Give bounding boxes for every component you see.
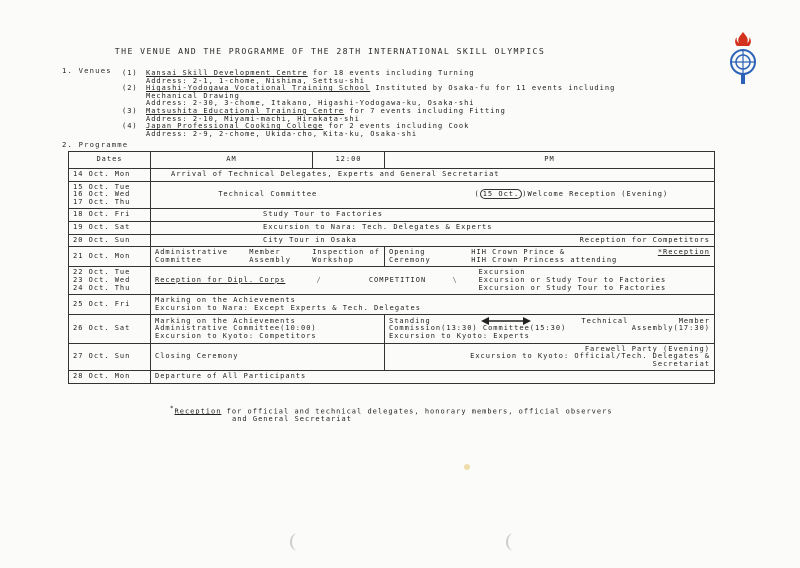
venues-list — [122, 70, 682, 138]
slash-icon: \ — [452, 275, 458, 284]
event-cell-pm — [313, 267, 715, 295]
event-cell-am: Marking on the Achievements Administrative Committee(10:00) Excursion to Kyoto: Competitors — [151, 315, 385, 343]
circled-date: 15 Oct. — [480, 189, 523, 199]
table-row — [69, 295, 715, 315]
venue-name: Higashi-Yodogawa Vocational Training School — [146, 84, 371, 93]
venue-description: for 7 events including Fitting — [344, 106, 506, 115]
programme-label: 2. Programme — [62, 140, 129, 149]
venue-description: Instituted by Osaka-fu for 11 events including — [370, 84, 616, 93]
table-row — [69, 315, 715, 343]
event-cell-pm: Farewell Party (Evening) Excursion to Kyoto: Official/Tech. Delegates & Secretariat — [385, 343, 715, 371]
kyoto-experts-text: Excursion to Kyoto: Experts — [389, 331, 530, 340]
venue-number: (3) — [122, 106, 138, 115]
header-am: AM — [151, 152, 313, 169]
venue-number: (4) — [122, 122, 138, 131]
table-row — [69, 371, 715, 384]
event-cell: Departure of All Participants — [151, 371, 715, 384]
page-title: THE VENUE AND THE PROGRAMME OF THE 28TH INTERNATIONAL SKILL OLYMPICS — [114, 46, 546, 56]
punch-hole — [290, 533, 306, 551]
event-cell-pm: Reception for Competitors — [385, 234, 715, 247]
event-cell-pm: ( 15 Oct. )Welcome Reception (Evening) — [385, 181, 715, 209]
table-row — [69, 181, 715, 209]
competition-text: COMPETITION — [368, 275, 427, 284]
technical-text: Technical — [581, 316, 629, 325]
table-row — [69, 169, 715, 182]
member-assembly-text: Member Assembly — [249, 248, 291, 264]
table-row — [69, 234, 715, 247]
reception-text: *Reception — [657, 248, 710, 257]
skill-olympics-emblem-icon — [728, 30, 758, 88]
event-cell: Technical Committee — [151, 181, 385, 209]
venue-number: (2) — [122, 84, 138, 93]
venue-address: Address: 2-9, 2-chome, Ukida-cho, Kita-ku, Osaka-shi — [146, 129, 418, 138]
table-row — [69, 247, 715, 267]
table-row — [69, 267, 715, 295]
date-cell: 28 Oct. Mon — [69, 371, 151, 384]
date-cell: 21 Oct. Mon — [69, 247, 151, 267]
event-cell: Arrival of Technical Delegates, Experts and General Secretariat — [151, 169, 715, 182]
header-pm: PM — [385, 152, 715, 169]
event-cell-am — [151, 247, 385, 267]
venue-item — [122, 70, 682, 85]
programme-table — [68, 151, 715, 384]
venue-address: Address: 2-30, 3-chome, Itakano, Higashi-Yodogawa-ku, Osaka-shi — [146, 99, 475, 108]
event-cell: Marking on the Achievements Excursion to Nara: Except Experts & Tech. Delegates — [151, 295, 715, 315]
venue-item — [122, 85, 682, 108]
venue-address: Address: 2-1, 1-chome, Nishima, Settsu-shi — [146, 76, 366, 85]
date-cell: 19 Oct. Sat — [69, 221, 151, 234]
date-cell: 27 Oct. Sun — [69, 343, 151, 371]
admin-committee-text: Administrative Committee — [155, 248, 229, 264]
footnote-star: * — [170, 406, 175, 412]
dipl-reception-text: Reception for Dipl. Corps — [155, 275, 286, 284]
date-cell: 20 Oct. Sun — [69, 234, 151, 247]
table-row — [69, 209, 715, 222]
footnote-reception: Reception — [174, 407, 222, 416]
date-cell: 25 Oct. Fri — [69, 295, 151, 315]
venue-name: Kansai Skill Development Centre — [146, 69, 308, 77]
date-cell: 15 Oct. Tue 16 Oct. Wed 17 Oct. Thu — [69, 181, 151, 209]
excursion-text: Excursion Excursion or Study Tour to Factories Excursion or Study Tour to Factories — [478, 268, 667, 292]
event-cell: Excursion to Nara: Tech. Delegates & Experts — [151, 221, 715, 234]
punch-hole — [506, 533, 522, 551]
footnote-line2: and General Secretariat — [232, 415, 352, 424]
member-text: Member — [678, 316, 710, 325]
venue-description: for 18 events including Turning — [307, 69, 475, 77]
table-header-row — [69, 152, 715, 169]
venues-label: 1. Venues — [62, 66, 112, 75]
header-noon: 12:00 — [313, 152, 385, 169]
crown-prince-text: HIH Crown Prince & HIH Crown Princess attending — [471, 248, 618, 264]
standing-text: Standing — [389, 316, 431, 325]
date-cell: 18 Oct. Fri — [69, 209, 151, 222]
paper-spot — [464, 464, 470, 470]
event-cell: Study Tour to Factories — [151, 209, 715, 222]
footnote-text: for official and technical delegates, honorary members, official observers — [221, 407, 613, 416]
event-text: Welcome Reception (Evening) — [527, 190, 669, 199]
event-cell-am: Closing Ceremony — [151, 343, 385, 371]
venue-description-cont: Mechanical Drawing — [146, 91, 240, 100]
date-cell: 14 Oct. Mon — [69, 169, 151, 182]
opening-ceremony-text: Opening Ceremony — [389, 248, 431, 264]
date-cell: 22 Oct. Tue 23 Oct. Wed 24 Oct. Thu — [69, 267, 151, 295]
inspection-text: Inspection of Workshop — [312, 248, 380, 264]
footnote — [170, 405, 690, 423]
table-row — [69, 343, 715, 371]
venue-name: Japan Professional Cooking College — [146, 122, 324, 131]
venue-item — [122, 108, 682, 123]
event-cell: City Tour in Osaka — [151, 234, 385, 247]
venue-name: Matsushita Educational Training Centre — [146, 106, 345, 115]
venue-description: for 2 events including Cook — [323, 122, 470, 131]
event-cell-pm — [385, 315, 715, 343]
date-cell: 26 Oct. Sat — [69, 315, 151, 343]
venue-item — [122, 123, 682, 138]
assembly-text: Assembly(17:30) — [631, 324, 710, 333]
header-dates: Dates — [69, 152, 151, 169]
slash-icon: / — [316, 275, 322, 284]
venue-number: (1) — [122, 69, 138, 77]
table-row — [69, 221, 715, 234]
event-cell-pm — [385, 247, 715, 267]
event-cell-am — [151, 267, 313, 295]
commission-text: Commission(13:30) Committee(15:30) — [389, 324, 567, 333]
venue-address: Address: 2-10, Miyami-machi, Hirakata-shi — [146, 114, 360, 123]
